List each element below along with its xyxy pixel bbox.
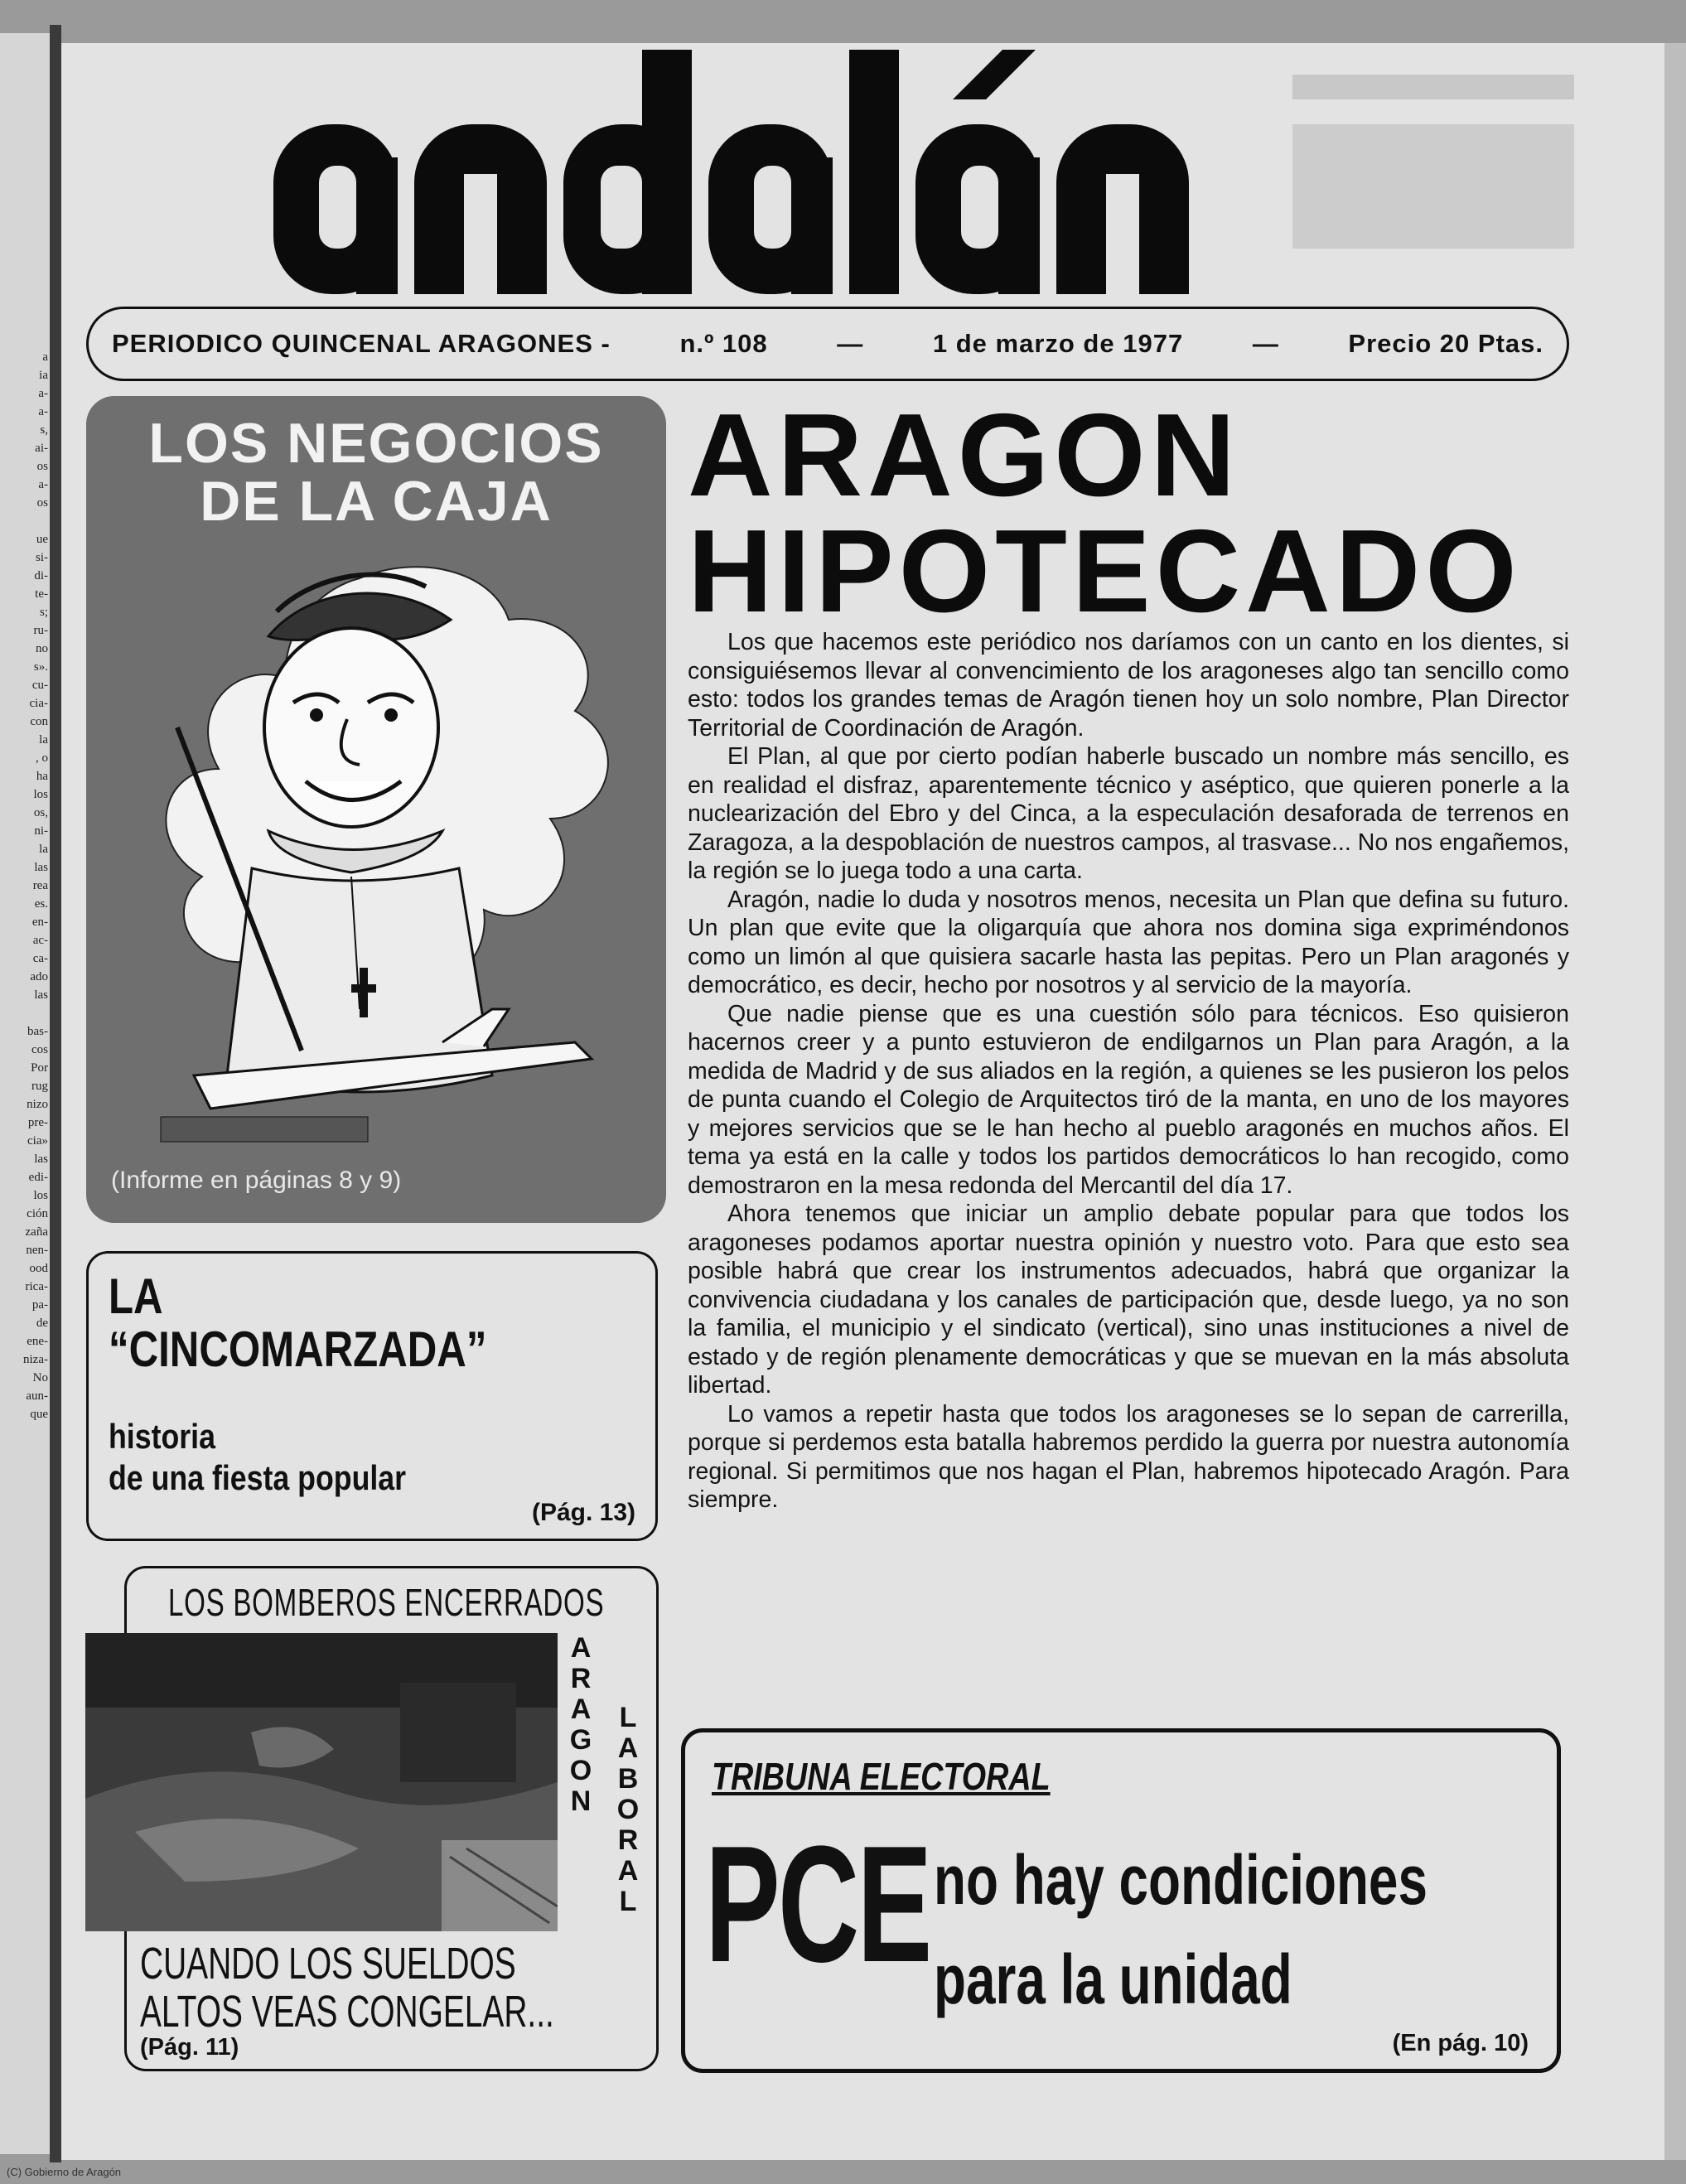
tribuna-party: PCE <box>705 1812 930 1997</box>
article-paragraph: Los que hacemos este periódico nos daríamos con un canto en los dientes, si consiguiésemos llevar al convencimiento de los aragoneses algo tan sencillo como esto: todos los grandes temas de Aragón tienen hoy un solo nombre, Plan Director Territorial de Coordinación de Aragón. <box>688 629 1569 742</box>
bomberos-caption <box>140 1940 554 2036</box>
headline-line2: HIPOTECADO <box>688 505 1522 637</box>
cincomarzada-sub-line1: historia <box>109 1417 215 1456</box>
bomberos-page-ref: (Pág. 11) <box>140 2034 239 2061</box>
issue-date: 1 de marzo de 1977 <box>932 329 1184 358</box>
article-paragraph: Lo vamos a repetir hasta que todos los aragoneses se lo sepan de carrerilla, porque si perdemos esta batalla habremos perdido la guerra por nuestra autonomía regional. Si permitimos que nos hagan el Plan, habremos hipotecado Aragón. Para siempre. <box>688 1400 1569 1513</box>
feature-caption: (Informe en páginas 8 y 9) <box>111 1167 402 1194</box>
copyright-credit: (C) Gobierno de Aragón <box>7 2166 122 2178</box>
bomberos-photo <box>85 1633 558 1931</box>
andalan-logo <box>273 50 1326 298</box>
cincomarzada-box <box>86 1251 658 1541</box>
cincomarzada-sub-line2: de una fiesta popular <box>109 1458 407 1497</box>
binding-spine <box>50 25 61 2162</box>
feature-title <box>86 412 666 533</box>
headline-line1: ARAGON <box>688 389 1241 521</box>
issue-price: Precio 20 Ptas. <box>1348 329 1543 358</box>
masthead-logo <box>273 50 1326 298</box>
vertical-label-laboral: LABORAL <box>616 1702 640 1917</box>
tribuna-label: TRIBUNA ELECTORAL <box>712 1755 1051 1798</box>
article-paragraph: El Plan, al que por cierto podían haberle buscado un nombre más sencillo, es en realidad el disfraz, aparentemente técnico y aséptico, que quieren ponerle a la nuclearización del Ebro y del Cinca, a la especulación desaforada de terrenos en Zaragoza, a la despoblación de nuestros campos, al trasvase... No nos engañemos, la región se lo juega todo a una carta. <box>688 743 1569 884</box>
lead-article <box>688 628 1569 1515</box>
previous-page-text: a ia a- a- s, ai- os a- os ue si- di- te- s; ru- no s». cu- cia- con la , o ha los os, ni- la las rea es. en- ac- ca- ado las bas- cos Por rug nizo pre- cia» las edi- los ción zaña nen- ood rica- pa- de ene- niza- No aun- que <box>23 350 48 1421</box>
issue-info-bar <box>86 307 1569 381</box>
bomberos-caption-line2: ALTOS VEAS CONGELAR... <box>140 1987 554 2037</box>
show-through-ghost <box>1276 58 1591 273</box>
bomberos-title: LOS BOMBEROS ENCERRADOS <box>168 1581 605 1624</box>
page-edge <box>1664 43 1686 2160</box>
article-paragraph: Ahora tenemos que iniciar un amplio debate popular para que todos los aragoneses podamos aportar nuestra opinión y nuestro voto. Para que esto sea posible habrá que crear los instrumentos adecuados, habrá que organizar la convivencia ciudadana y los canales de participación que, desde luego, ya no son la familia, el municipio y el sindicato (vertical), sino unas instituciones a nivel de estado y de región plenamente democráticas y que se muevan en la más absoluta libertad. <box>688 1201 1569 1399</box>
cincomarzada-title-line2: “CINCOMARZADA” <box>109 1322 487 1377</box>
feature-title-line2: DE LA CAJA <box>200 470 553 533</box>
tribuna-headline-line1: no hay condiciones <box>934 1841 1428 1919</box>
paper-description: PERIODICO QUINCENAL ARAGONES - <box>112 329 611 358</box>
cincomarzada-page-ref: (Pág. 13) <box>531 1499 635 1526</box>
feature-title-line1: LOS NEGOCIOS <box>148 412 604 475</box>
article-paragraph: Aragón, nadie lo duda y nosotros menos, necesita un Plan que defina su futuro. Un plan que evite que la oligarquía que ahora nos domina siga expriméndonos como un limón al que quisiera sacarle hasta las pepitas. Pero un Plan aragonés y democrático, es decir, hecho por nosotros y al servicio de la mayoría. <box>688 886 1569 998</box>
previous-page-strip <box>0 33 52 2154</box>
vertical-label-aragon: ARAGON <box>569 1632 592 1817</box>
lead-headline <box>688 389 1582 637</box>
separator: — <box>1252 329 1279 358</box>
cincomarzada-subtitle <box>109 1416 406 1499</box>
cincomarzada-title <box>109 1270 486 1376</box>
article-paragraph: Que nadie piense que es una cuestión sólo para técnicos. Eso quisieron hacernos creer y a punto estuvieron de endilgarnos un Plan para Aragón, a la medida de Madrid y de sus aliados en la región, a quienes se les pusieron los pelos de punta cuando el Colegio de Arquitectos tiró de la manta, en uno de los mayores y mejores servicios que se le han hecho al pueblo aragonés en muchos años. El tema ya está en la calle y todos los partidos democráticos lo han recogido, como demostraron en la mesa redonda del Mercantil del día 17. <box>688 1000 1569 1199</box>
issue-number: n.º 108 <box>679 329 768 358</box>
feature-caja-box <box>86 396 666 1223</box>
separator: — <box>837 329 864 358</box>
tribuna-page-ref: (En pág. 10) <box>1392 2030 1529 2056</box>
tribuna-headline <box>934 1830 1428 2029</box>
tribuna-electoral-box <box>681 1728 1561 2073</box>
bomberos-box <box>124 1566 659 2071</box>
cincomarzada-title-line1: LA <box>109 1268 163 1324</box>
bomberos-caption-line1: CUANDO LOS SUELDOS <box>140 1939 516 1988</box>
tribuna-headline-line2: para la unidad <box>934 1940 1292 2018</box>
caricature-illustration <box>144 545 641 1150</box>
